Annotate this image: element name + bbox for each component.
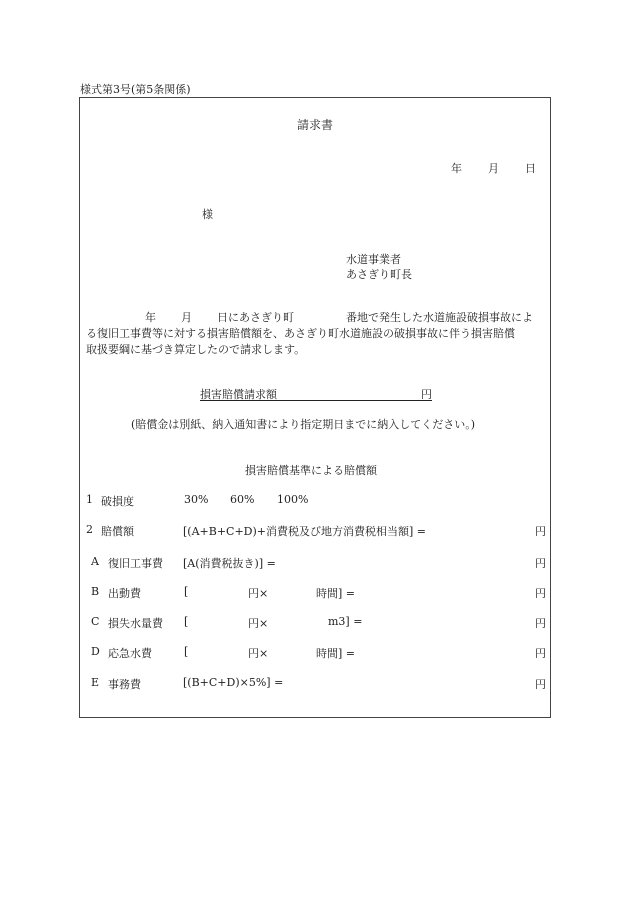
item-c-key: C (91, 615, 100, 628)
date-month-label: 月 (488, 162, 499, 175)
item2-label: 賠償額 (101, 525, 134, 538)
item1-number: 1 (86, 493, 93, 506)
item-e-label: 事務費 (108, 678, 141, 691)
payment-note: (賠償金は別紙、納入通知書により指定期日までに納入してください。) (131, 418, 476, 431)
item-b-yen-times: 円× (248, 587, 269, 600)
form-number-label: 様式第3号(第5条関係) (80, 83, 191, 96)
item-d-yen-times: 円× (248, 647, 269, 660)
document-title: 請求書 (297, 118, 334, 132)
item-e-unit: 円 (535, 678, 546, 691)
body-line2: る復旧工事費等に対する損害賠償額を、あさぎり町水道施設の破損事故に伴う損害賠償 (86, 327, 515, 340)
damage-option-60: 60% (230, 493, 255, 506)
item-c-label: 損失水量費 (108, 617, 163, 630)
item-c-bracket: [ (184, 615, 189, 628)
item-d-bracket: [ (184, 645, 189, 658)
item-b-bracket: [ (184, 585, 189, 598)
body-year: 年 (145, 311, 156, 324)
item2-unit: 円 (535, 525, 546, 538)
item-b-key: B (91, 585, 100, 598)
body-line1-rest: 番地で発生した水道施設破損事故によ (346, 311, 533, 324)
item-a-unit: 円 (535, 557, 546, 570)
body-day-town: 日にあさぎり町 (217, 311, 294, 324)
item-c-qty: m3] = (328, 615, 363, 628)
item-b-qty: 時間] = (316, 587, 356, 600)
item-e-formula: [(B+C+D)×5%] = (183, 676, 284, 689)
item-d-qty: 時間] = (316, 647, 356, 660)
item-d-key: D (91, 645, 100, 658)
item2-formula: [(A+B+C+D)+消費税及び地方消費税相当額] = (183, 525, 427, 538)
claim-amount-underline (200, 386, 432, 401)
damage-option-100: 100% (277, 493, 309, 506)
item2-number: 2 (86, 523, 93, 536)
body-month: 月 (181, 311, 192, 324)
damage-option-30: 30% (184, 493, 209, 506)
item-d-label: 応急水費 (108, 647, 152, 660)
claim-amount-unit: 円 (421, 388, 432, 401)
date-year-label: 年 (451, 162, 462, 175)
claim-amount-label: 損害賠償請求額 (200, 388, 277, 401)
item-d-unit: 円 (535, 647, 546, 660)
sender-title: 水道事業者 (346, 253, 401, 266)
item-a-key: A (91, 555, 99, 568)
body-line3: 取扱要綱に基づき算定したので請求します。 (86, 343, 306, 356)
addressee-suffix: 様 (202, 208, 213, 221)
item-c-yen-times: 円× (248, 617, 269, 630)
item-b-label: 出動費 (108, 587, 141, 600)
item-a-label: 復旧工事費 (108, 557, 163, 570)
item-b-unit: 円 (535, 587, 546, 600)
item-e-key: E (91, 676, 100, 689)
date-day-label: 日 (525, 162, 536, 175)
sender-name: あさぎり町長 (346, 268, 412, 281)
item-a-formula: [A(消費税抜き)] = (183, 557, 276, 570)
item1-label: 破損度 (101, 495, 134, 508)
basis-heading: 損害賠償基準による賠償額 (245, 464, 377, 477)
item-c-unit: 円 (535, 617, 546, 630)
